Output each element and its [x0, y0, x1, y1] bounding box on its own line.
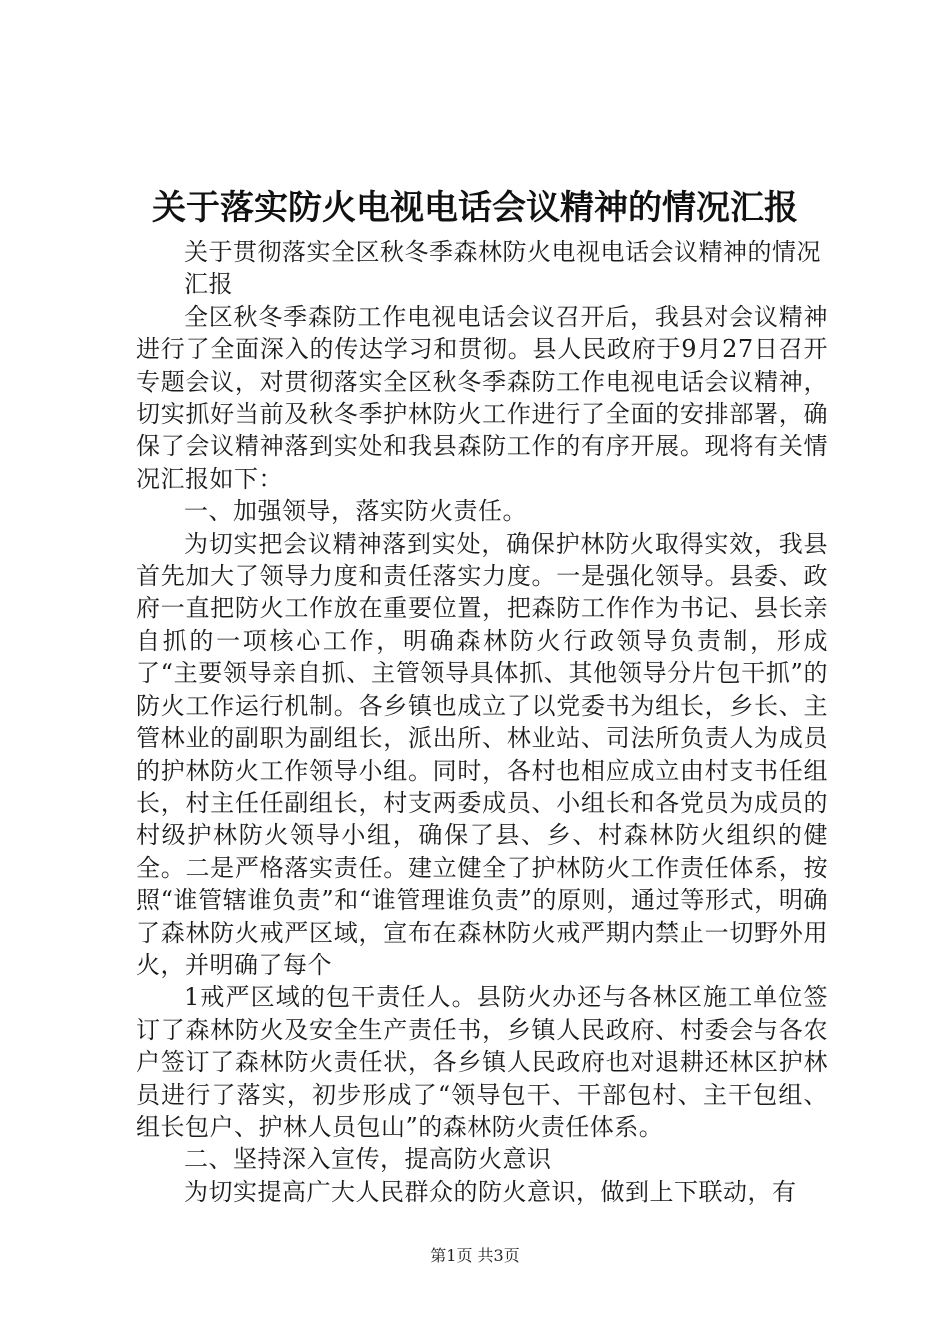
section-heading-2: 二、坚持深入宣传，提高防火意识: [184, 1145, 552, 1174]
section-heading-1: 一、加强领导，落实防火责任。: [184, 497, 527, 526]
paragraph-section-1: 为切实把会议精神落到实处，确保护林防火取得实效，我县首先加大了领导力度和责任落实力度。一是强化领导。县委、政府一直把防火工作放在重要位置，把森防工作作为书记、县长亲自抓的一项核心工作，明确森林防火行政领导负责制，形成了“主要领导亲自抓、主管领导具体抓、其他领导分片包干抓”的防火工作运行机制。各乡镇也成立了以党委书为组长，乡长、主管林业的副职为副组长，派出所、林业站、司法所负责人为成员的护林防火工作领导小组。同时，各村也相应成立由村支书任组长，村主任任副组长，村支两委成员、小组长和各党员为成员的村级护林防火领导小组，确保了县、乡、村森林防火组织的健全。二是严格落实责任。建立健全了护林防火工作责任体系，按照“谁管辖谁负责”和“谁管理谁负责”的原则，通过等形式，明确了森林防火戒严区域，宣布在森林防火戒严期内禁止一切野外用火，并明确了每个: [136, 529, 828, 979]
paragraph-section-2: 为切实提高广大人民群众的防火意识，做到上下联动，有: [184, 1177, 797, 1206]
document-title: 关于落实防火电视电话会议精神的情况汇报: [152, 188, 798, 228]
paragraph-intro: 全区秋冬季森防工作电视电话会议召开后，我县对会议精神进行了全面深入的传达学习和贯彻。县人民政府于9月27日召开专题会议，对贯彻落实全区秋冬季森防工作电视电话会议精神，切实抓好当前及秋冬季护林防火工作进行了全面的安排部署，确保了会议精神落到实处和我县森防工作的有序开展。现将有关情况汇报如下：: [136, 302, 828, 493]
paragraph-subtitle-cont: 汇报: [184, 270, 233, 299]
paragraph-section-1-cont: 1戒严区域的包干责任人。县防火办还与各林区施工单位签订了森林防火及安全生产责任书，乡镇人民政府、村委会与各农户签订了森林防火责任状，各乡镇人民政府也对退耕还林区护林员进行了落实，初步形成了“领导包干、干部包村、主干包组、组长包户、护林人员包山”的森林防火责任体系。: [136, 983, 828, 1141]
paragraph-subtitle: 关于贯彻落实全区秋冬季森林防火电视电话会议精神的情况: [184, 238, 821, 266]
page-footer: 第1页 共3页: [430, 1246, 520, 1265]
document-body: [136, 236, 828, 1208]
